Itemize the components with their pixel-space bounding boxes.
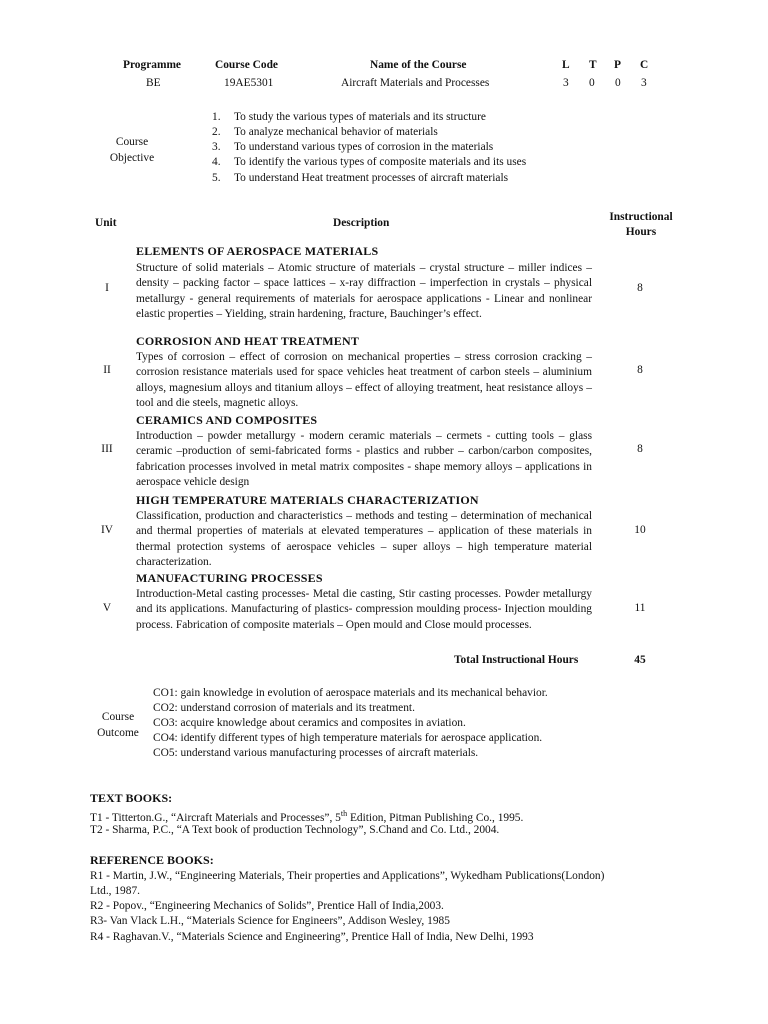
unit-title: CERAMICS AND COMPOSITES	[136, 413, 318, 427]
unit-title: HIGH TEMPERATURE MATERIALS CHARACTERIZATION	[136, 493, 479, 507]
objective-item: 1. To study the various types of materials and its structure	[212, 111, 486, 123]
unit-description: Types of corrosion – effect of corrosion on mechanical properties – stress corrosion cracking – corrosion resistance materials used for space vehicles heat treatment of carbon steels – aluminium alloys, magnesium alloys and titanium alloys – effect of alloying treatment, heat resistance alloys – tool and die steels, magnetic alloys.	[136, 351, 592, 410]
reference-books-title: REFERENCE BOOKS:	[90, 853, 214, 867]
reference-book-item: R2 - Popov., “Engineering Mechanics of Solids”, Prentice Hall of India,2003.	[90, 900, 444, 912]
unit-hours: 10	[634, 524, 646, 536]
unit-description: Introduction-Metal casting processes- Metal die casting, Stir casting processes. Powder metallurgy and its applications. Manufacturing of plastics- compression moulding process- Injection moulding process. Fabrication of composite materials – Open mould and Close mould processes.	[136, 588, 592, 631]
p-header: P	[614, 59, 621, 71]
course-code-header: Course Code	[215, 59, 278, 71]
unit-title: ELEMENTS OF AEROSPACE MATERIALS	[136, 244, 379, 258]
l-header: L	[562, 59, 570, 71]
programme-header: Programme	[123, 59, 181, 71]
t-value: 0	[589, 77, 595, 89]
programme-value: BE	[146, 77, 161, 89]
t-header: T	[589, 59, 597, 71]
reference-book-item: R4 - Raghavan.V., “Materials Science and Engineering”, Prentice Hall of India, New Delhi, 1993	[90, 931, 534, 943]
unit-description: Classification, production and characteristics – methods and testing – determination of mechanical and thermal properties of materials at elevated temperatures – application of these materials in thermal protection systems of aerospace vehicles – super alloys – high temperature material characterization.	[136, 510, 592, 569]
unit-number: IV	[100, 524, 114, 536]
course-name-value: Aircraft Materials and Processes	[341, 77, 490, 89]
reference-book-item: R3- Van Vlack L.H., “Materials Science for Engineers”, Addison Wesley, 1985	[90, 915, 450, 927]
l-value: 3	[563, 77, 569, 89]
reference-book-item: R1 - Martin, J.W., “Engineering Materials, Their properties and Applications”, Wykedham Publications(London)	[90, 870, 605, 882]
unit-title: MANUFACTURING PROCESSES	[136, 571, 323, 585]
unit-number: V	[102, 602, 112, 614]
course-code-value: 19AE5301	[224, 77, 274, 89]
hours-column-header: Instructional Hours	[609, 211, 673, 238]
objective-item: 5. To understand Heat treatment processes of aircraft materials	[212, 172, 509, 184]
total-hours-label: Total Instructional Hours	[454, 654, 579, 666]
unit-title: CORROSION AND HEAT TREATMENT	[136, 334, 360, 348]
unit-number: III	[101, 443, 113, 455]
objective-item: 3. To understand various types of corrosion in the materials	[212, 141, 494, 153]
outcome-item: CO5: understand various manufacturing processes of aircraft materials.	[153, 747, 479, 759]
text-book-item: T1 - Titterton.G., “Aircraft Materials and Processes”, 5th Edition, Pitman Publishing Co., 1995.	[90, 809, 524, 824]
text-book-item: T2 - Sharma, P.C., “A Text book of production Technology”, S.Chand and Co. Ltd., 2004.	[90, 824, 500, 836]
unit-hours: 8	[637, 443, 643, 455]
text-books-title: TEXT BOOKS:	[90, 791, 173, 805]
c-header: C	[640, 59, 649, 71]
outcome-item: CO3: acquire knowledge about ceramics and composites in aviation.	[153, 717, 466, 729]
unit-number: II	[103, 364, 111, 376]
total-hours-value: 45	[634, 654, 646, 666]
outcome-item: CO2: understand corrosion of materials and its treatment.	[153, 702, 415, 714]
p-value: 0	[615, 77, 621, 89]
c-value: 3	[641, 77, 647, 89]
objective-item: 2. To analyze mechanical behavior of materials	[212, 126, 438, 138]
course-outcome-label: Course Outcome	[97, 711, 139, 739]
unit-column-header: Unit	[95, 217, 117, 229]
unit-hours: 11	[634, 602, 646, 614]
unit-number: I	[105, 282, 109, 294]
unit-description: Structure of solid materials – Atomic structure of materials – crystal structure – miller indices – density – packing factor – space lattices – x-ray diffraction – imperfection in crystals – physical metallurgy - general requirements of materials for aerospace applications - Linear and nonlinear elastic properties – Yielding, strain hardening, fracture, Bauchinger’s effect.	[136, 262, 592, 321]
outcome-item: CO4: identify different types of high temperature materials for aerospace application.	[153, 732, 543, 744]
course-objective-label: Course Objective	[109, 136, 155, 164]
unit-description: Introduction – powder metallurgy - modern ceramic materials – cermets - cutting tools – glass ceramic –production of semi-fabricated forms - plastics and rubber – carbon/carbon composites, fabrication processes involved in metal matrix composites - shape memory alloys – applications in aerospace vehicle design	[136, 430, 592, 489]
outcome-item: CO1: gain knowledge in evolution of aerospace materials and its mechanical behavior.	[153, 687, 548, 699]
description-column-header: Description	[333, 217, 390, 229]
unit-hours: 8	[637, 364, 643, 376]
objective-item: 4. To identify the various types of composite materials and its uses	[212, 156, 527, 168]
unit-hours: 8	[637, 282, 643, 294]
reference-book-item-cont: Ltd., 1987.	[90, 885, 140, 897]
course-name-header: Name of the Course	[370, 59, 467, 71]
